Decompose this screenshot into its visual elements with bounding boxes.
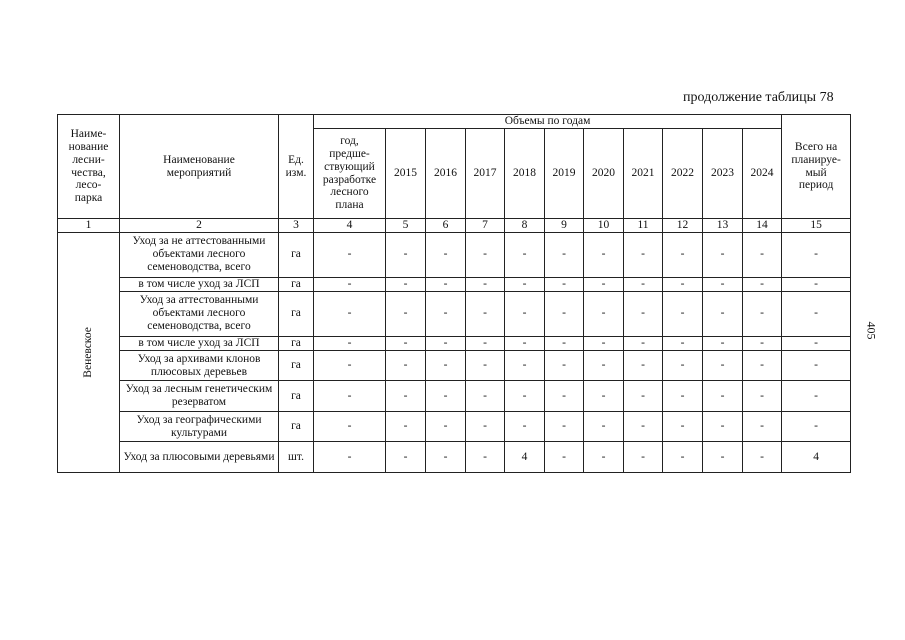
value-cell: -	[782, 277, 851, 291]
value-cell: -	[314, 277, 386, 291]
value-cell: -	[703, 277, 743, 291]
unit-cell: га	[279, 350, 314, 381]
value-cell: -	[386, 277, 426, 291]
value-cell: -	[505, 232, 545, 277]
value-cell: 4	[782, 442, 851, 473]
value-cell: -	[663, 336, 703, 350]
value-cell: -	[545, 350, 584, 381]
value-cell: -	[663, 291, 703, 336]
value-cell: -	[624, 232, 663, 277]
column-number: 6	[426, 219, 466, 233]
activity-name: Уход за лесным генетическим резерватом	[120, 381, 279, 412]
value-cell: -	[505, 336, 545, 350]
value-cell: -	[782, 336, 851, 350]
value-cell: -	[584, 442, 624, 473]
header-year: 2019	[545, 129, 584, 219]
column-number: 15	[782, 219, 851, 233]
value-cell: -	[545, 277, 584, 291]
value-cell: -	[663, 350, 703, 381]
value-cell: -	[703, 411, 743, 442]
value-cell: -	[703, 442, 743, 473]
value-cell: -	[624, 381, 663, 412]
value-cell: -	[386, 336, 426, 350]
value-cell: -	[386, 411, 426, 442]
value-cell: -	[743, 291, 782, 336]
column-number: 11	[624, 219, 663, 233]
value-cell: -	[426, 232, 466, 277]
value-cell: -	[584, 411, 624, 442]
activity-name: в том числе уход за ЛСП	[120, 277, 279, 291]
activity-name: Уход за аттестованными объектами лесного семеноводства, всего	[120, 291, 279, 336]
value-cell: -	[426, 411, 466, 442]
value-cell: -	[743, 336, 782, 350]
value-cell: -	[624, 277, 663, 291]
value-cell: -	[426, 277, 466, 291]
header-year: 2021	[624, 129, 663, 219]
value-cell: -	[426, 291, 466, 336]
column-number: 2	[120, 219, 279, 233]
value-cell: -	[466, 381, 505, 412]
header-year: 2015	[386, 129, 426, 219]
value-cell: -	[426, 381, 466, 412]
value-cell: -	[466, 411, 505, 442]
value-cell: -	[703, 381, 743, 412]
unit-cell: шт.	[279, 442, 314, 473]
activity-name: Уход за географическими культурами	[120, 411, 279, 442]
forestry-name: Веневское	[82, 327, 95, 378]
value-cell: -	[314, 411, 386, 442]
activity-name: в том числе уход за ЛСП	[120, 336, 279, 350]
table-row	[58, 232, 851, 277]
value-cell: -	[584, 232, 624, 277]
value-cell: -	[703, 350, 743, 381]
table-row	[58, 442, 851, 473]
table-row	[58, 381, 851, 412]
value-cell: -	[743, 381, 782, 412]
header-prior-year: год, предше- ствующий разработке лесного плана	[314, 129, 386, 219]
header-total: Всего на планируе- мый период	[782, 115, 851, 219]
value-cell: -	[584, 350, 624, 381]
value-cell: -	[314, 442, 386, 473]
table-row	[58, 350, 851, 381]
unit-cell: га	[279, 411, 314, 442]
value-cell: -	[703, 232, 743, 277]
header-activity: Наименование мероприятий	[120, 115, 279, 219]
column-number: 7	[466, 219, 505, 233]
value-cell: -	[663, 411, 703, 442]
value-cell: -	[663, 232, 703, 277]
activity-name: Уход за не аттестованными объектами лесного семеноводства, всего	[120, 232, 279, 277]
value-cell: -	[466, 291, 505, 336]
column-number: 5	[386, 219, 426, 233]
unit-cell: га	[279, 291, 314, 336]
header-year: 2016	[426, 129, 466, 219]
value-cell: -	[624, 411, 663, 442]
value-cell: -	[466, 350, 505, 381]
value-cell: -	[782, 232, 851, 277]
header-year: 2017	[466, 129, 505, 219]
value-cell: -	[386, 291, 426, 336]
value-cell: -	[314, 350, 386, 381]
value-cell: -	[584, 336, 624, 350]
value-cell: -	[584, 381, 624, 412]
value-cell: -	[584, 277, 624, 291]
header-year: 2022	[663, 129, 703, 219]
value-cell: -	[314, 291, 386, 336]
page-number: 405	[864, 321, 879, 340]
value-cell: -	[624, 336, 663, 350]
value-cell: 4	[505, 442, 545, 473]
value-cell: -	[466, 277, 505, 291]
header-forestry: Наиме- нование лесни- чества, лесо- парка	[58, 115, 120, 219]
activity-name: Уход за плюсовыми деревьями	[120, 442, 279, 473]
value-cell: -	[426, 336, 466, 350]
value-cell: -	[624, 442, 663, 473]
value-cell: -	[505, 350, 545, 381]
value-cell: -	[624, 291, 663, 336]
value-cell: -	[426, 350, 466, 381]
column-number: 4	[314, 219, 386, 233]
table-row	[58, 291, 851, 336]
column-number: 10	[584, 219, 624, 233]
value-cell: -	[505, 291, 545, 336]
value-cell: -	[584, 291, 624, 336]
table-caption: продолжение таблицы 78	[683, 90, 834, 105]
column-number: 3	[279, 219, 314, 233]
header-unit: Ед. изм.	[279, 115, 314, 219]
value-cell: -	[466, 442, 505, 473]
value-cell: -	[386, 381, 426, 412]
value-cell: -	[782, 350, 851, 381]
value-cell: -	[743, 442, 782, 473]
header-year: 2020	[584, 129, 624, 219]
value-cell: -	[466, 232, 505, 277]
value-cell: -	[624, 350, 663, 381]
column-number: 9	[545, 219, 584, 233]
forestry-cell	[58, 232, 120, 472]
value-cell: -	[505, 411, 545, 442]
header-year: 2023	[703, 129, 743, 219]
value-cell: -	[426, 442, 466, 473]
value-cell: -	[743, 411, 782, 442]
value-cell: -	[782, 381, 851, 412]
value-cell: -	[314, 336, 386, 350]
value-cell: -	[782, 411, 851, 442]
unit-cell: га	[279, 336, 314, 350]
value-cell: -	[743, 232, 782, 277]
value-cell: -	[663, 442, 703, 473]
value-cell: -	[663, 277, 703, 291]
value-cell: -	[703, 291, 743, 336]
header-volumes: Объемы по годам	[314, 115, 782, 129]
value-cell: -	[545, 442, 584, 473]
value-cell: -	[743, 277, 782, 291]
table-row	[58, 336, 851, 350]
column-number: 1	[58, 219, 120, 233]
value-cell: -	[545, 381, 584, 412]
activity-name: Уход за архивами клонов плюсовых деревьев	[120, 350, 279, 381]
unit-cell: га	[279, 381, 314, 412]
value-cell: -	[466, 336, 505, 350]
value-cell: -	[663, 381, 703, 412]
column-number: 12	[663, 219, 703, 233]
value-cell: -	[505, 277, 545, 291]
header-year: 2018	[505, 129, 545, 219]
column-number: 8	[505, 219, 545, 233]
value-cell: -	[545, 291, 584, 336]
header-year: 2024	[743, 129, 782, 219]
table-row	[58, 277, 851, 291]
table-row	[58, 411, 851, 442]
value-cell: -	[703, 336, 743, 350]
column-number: 14	[743, 219, 782, 233]
value-cell: -	[386, 232, 426, 277]
forest-activities-table	[57, 114, 851, 473]
value-cell: -	[386, 350, 426, 381]
value-cell: -	[314, 381, 386, 412]
value-cell: -	[386, 442, 426, 473]
unit-cell: га	[279, 232, 314, 277]
value-cell: -	[545, 336, 584, 350]
value-cell: -	[545, 411, 584, 442]
value-cell: -	[782, 291, 851, 336]
value-cell: -	[314, 232, 386, 277]
value-cell: -	[545, 232, 584, 277]
column-number: 13	[703, 219, 743, 233]
unit-cell: га	[279, 277, 314, 291]
value-cell: -	[743, 350, 782, 381]
value-cell: -	[505, 381, 545, 412]
